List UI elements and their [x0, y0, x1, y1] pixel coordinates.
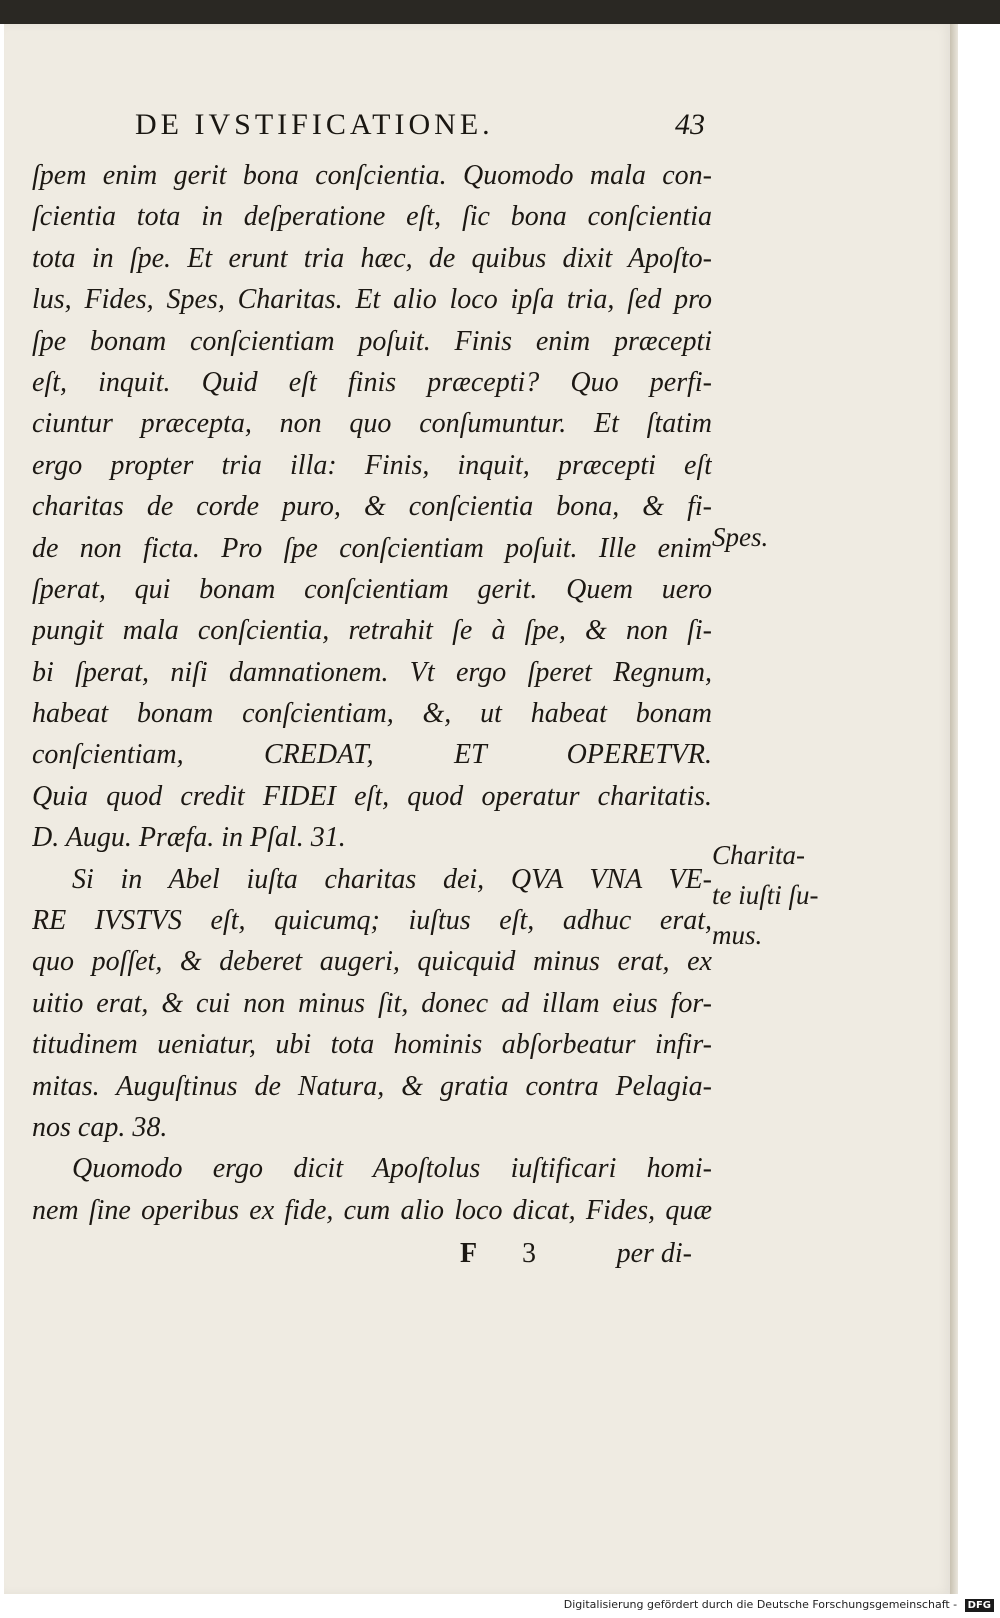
digitization-credit — [564, 1598, 994, 1612]
text-line: habeat bonam conſcientiam, &, ut habeat bonam — [32, 698, 712, 730]
text-line: Quia quod credit FIDEI eſt, quod operatur charitatis. — [32, 780, 712, 812]
margin-note-charitate: te iuſti ſu- — [712, 880, 819, 910]
scan-top-border — [0, 0, 1000, 24]
text-line: quo poſſet, & deberet augeri, quicquid minus erat, ex — [32, 946, 712, 978]
page-edge — [950, 24, 958, 1594]
page-footer — [460, 1238, 720, 1278]
signature-number: 3 — [522, 1238, 536, 1269]
text-line: ergo propter tria illa: Finis, inquit, præcepti eſt — [32, 449, 712, 481]
text-line: nos cap. 38. — [32, 1111, 168, 1143]
margin-note-charitate: Charita- — [712, 840, 806, 870]
page-number: 43 — [675, 108, 705, 141]
text-line: charitas de corde puro, & conſcientia bona, & fi- — [32, 491, 712, 523]
text-line: nem ſine operibus ex fide, cum alio loco dicat, Fides, quæ — [32, 1194, 712, 1226]
credit-text: Digitalisierung gefördert durch die Deutsche Forschungsgemeinschaft - — [563, 1598, 958, 1611]
margin-note-spes: Spes. — [712, 522, 769, 552]
text-line: bi ſperat, niſi damnationem. Vt ergo ſperet Regnum, — [32, 656, 712, 688]
text-line: lus, Fides, Spes, Charitas. Et alio loco ipſa tria, ſed pro — [32, 284, 712, 316]
text-line: D. Augu. Præfa. in Pſal. 31. — [32, 822, 346, 854]
text-line: uitio erat, & cui non minus ſit, donec ad illam eius for- — [32, 987, 712, 1019]
text-line: ſpe bonam conſcientiam poſuit. Finis enim præcepti — [32, 325, 712, 357]
text-line: pungit mala conſcientia, retrahit ſe à ſpe, & non ſi- — [32, 615, 712, 647]
dfg-logo: DFG — [965, 1599, 994, 1612]
text-line: ſpem enim gerit bona conſcientia. Quomodo mala con- — [32, 160, 712, 191]
text-line: ſperat, qui bonam conſcientiam gerit. Quem uero — [32, 573, 712, 605]
body-text — [32, 155, 712, 1231]
catchword: per di- — [616, 1238, 692, 1269]
text-line: Quomodo ergo dicit Apoſtolus iuſtificari homi- — [72, 1153, 712, 1185]
text-line: tota in ſpe. Et erunt tria hæc, de quibus dixit Apoſto- — [32, 242, 712, 274]
text-line: Si in Abel iuſta charitas dei, QVA VNA VE- — [72, 863, 712, 895]
text-line: RE IVSTVS eſt, quicumq; iuſtus eſt, adhuc erat, — [32, 905, 712, 937]
running-title: DE IVSTIFICATIONE. — [135, 108, 494, 141]
text-line: mitas. Auguſtinus de Natura, & gratia contra Pelagia- — [32, 1070, 712, 1102]
margin-note-charitate: mus. — [712, 920, 763, 950]
text-line: de non ficta. Pro ſpe conſcientiam poſuit. Ille enim — [32, 532, 712, 564]
text-line: eſt, inquit. Quid eſt finis præcepti? Quo perfi- — [32, 366, 712, 398]
text-line: ſcientia tota in deſperatione eſt, ſic bona conſcientia — [32, 201, 712, 233]
text-line: ciuntur præcepta, non quo conſumuntur. Et ſtatim — [32, 408, 712, 440]
text-line: titudinem ueniatur, ubi tota hominis abſorbeatur infir- — [32, 1029, 712, 1061]
signature-mark: F — [460, 1238, 478, 1269]
text-line: conſcientiam, CREDAT, ET OPERETVR. — [32, 739, 712, 771]
